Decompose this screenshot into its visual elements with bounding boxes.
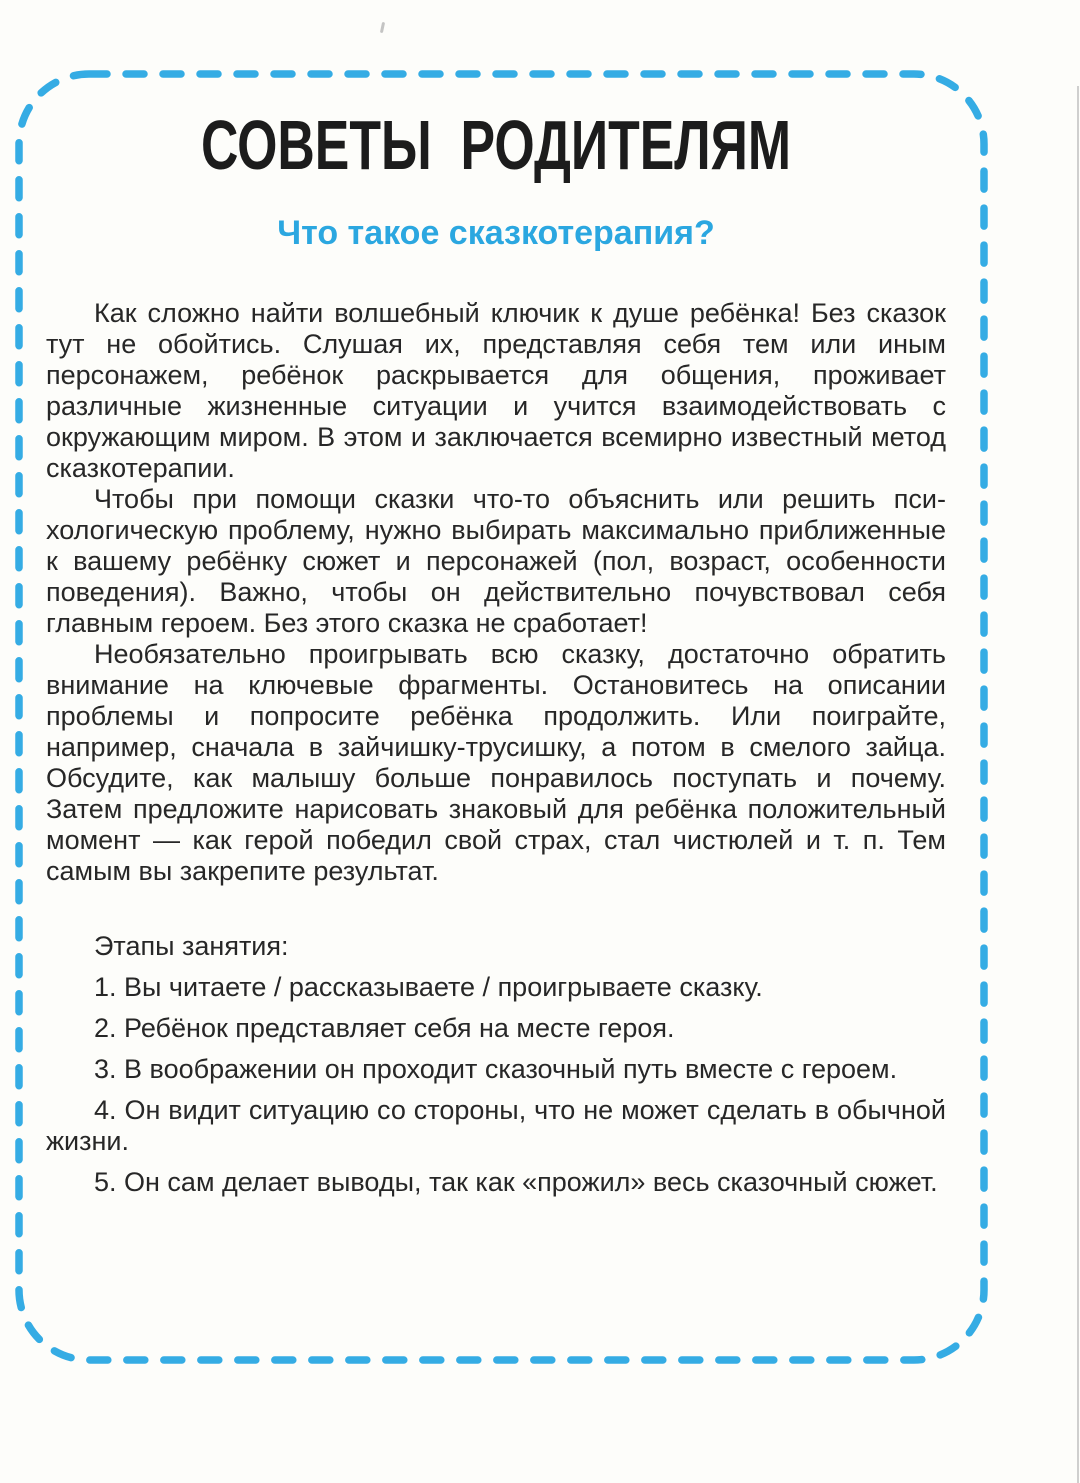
page-subtitle: Что такое сказкотерапия? — [277, 214, 715, 252]
stages-heading: Этапы занятия: — [94, 931, 289, 961]
stage-item-1: 1. Вы читаете / рассказываете / проигрываете сказку. — [94, 972, 763, 1002]
page-content — [46, 96, 946, 1198]
stage-item-5: 5. Он сам делает выводы, так как «прожил» весь сказочный сюжет. — [94, 1167, 938, 1197]
body-text — [46, 298, 946, 887]
stage-item-4: 4. Он видит ситуацию со стороны, что не может сделать в обычной жизни. — [46, 1095, 946, 1156]
stages-section — [46, 931, 946, 1198]
scan-edge-line — [1077, 86, 1079, 1483]
body-paragraph-2: Чтобы при помощи сказки что-то объяснить или решить психологическую проблему, нужно выбирать максимально приближенные к вашему ребёнку сюжет и персонажей (пол, возраст, особенности поведения). Важно, чтобы он действительно почувствовал себя главным героем. Без этого сказка не сработает! — [46, 484, 946, 638]
stage-item-3: 3. В воображении он проходит сказочный путь вместе с героем. — [94, 1054, 898, 1084]
body-paragraph-3: Необязательно проигрывать всю сказку, достаточно обратить внимание на ключевые фрагменты. Остановитесь на описании проблемы и попросите ребёнка продолжить. Или поиграйте, например, сначала в зайчишку-трусишку, а потом в смелого зайца. Обсудите, как малышу больше понравилось поступать и почему. Затем предложите нарисовать знаковый для ребёнка положительный момент — как герой победил свой страх, стал чистюлей и т. п. Тем самым вы закрепите результат. — [46, 639, 946, 886]
body-paragraph-1: Как сложно найти волшебный ключик к душе ребёнка! Без сказок тут не обойтись. Слушая их, представляя себя тем или иным персонажем, ребёнок раскрывается для общения, проживает различные жизненные ситуации и учится взаимодействовать с окружающим миром. В этом и заключается всемирно известный метод сказкотерапии. — [46, 298, 946, 483]
page-title: СОВЕТЫ РОДИТЕЛЯМ — [200, 106, 792, 184]
stage-item-2: 2. Ребёнок представляет себя на месте героя. — [94, 1013, 675, 1043]
